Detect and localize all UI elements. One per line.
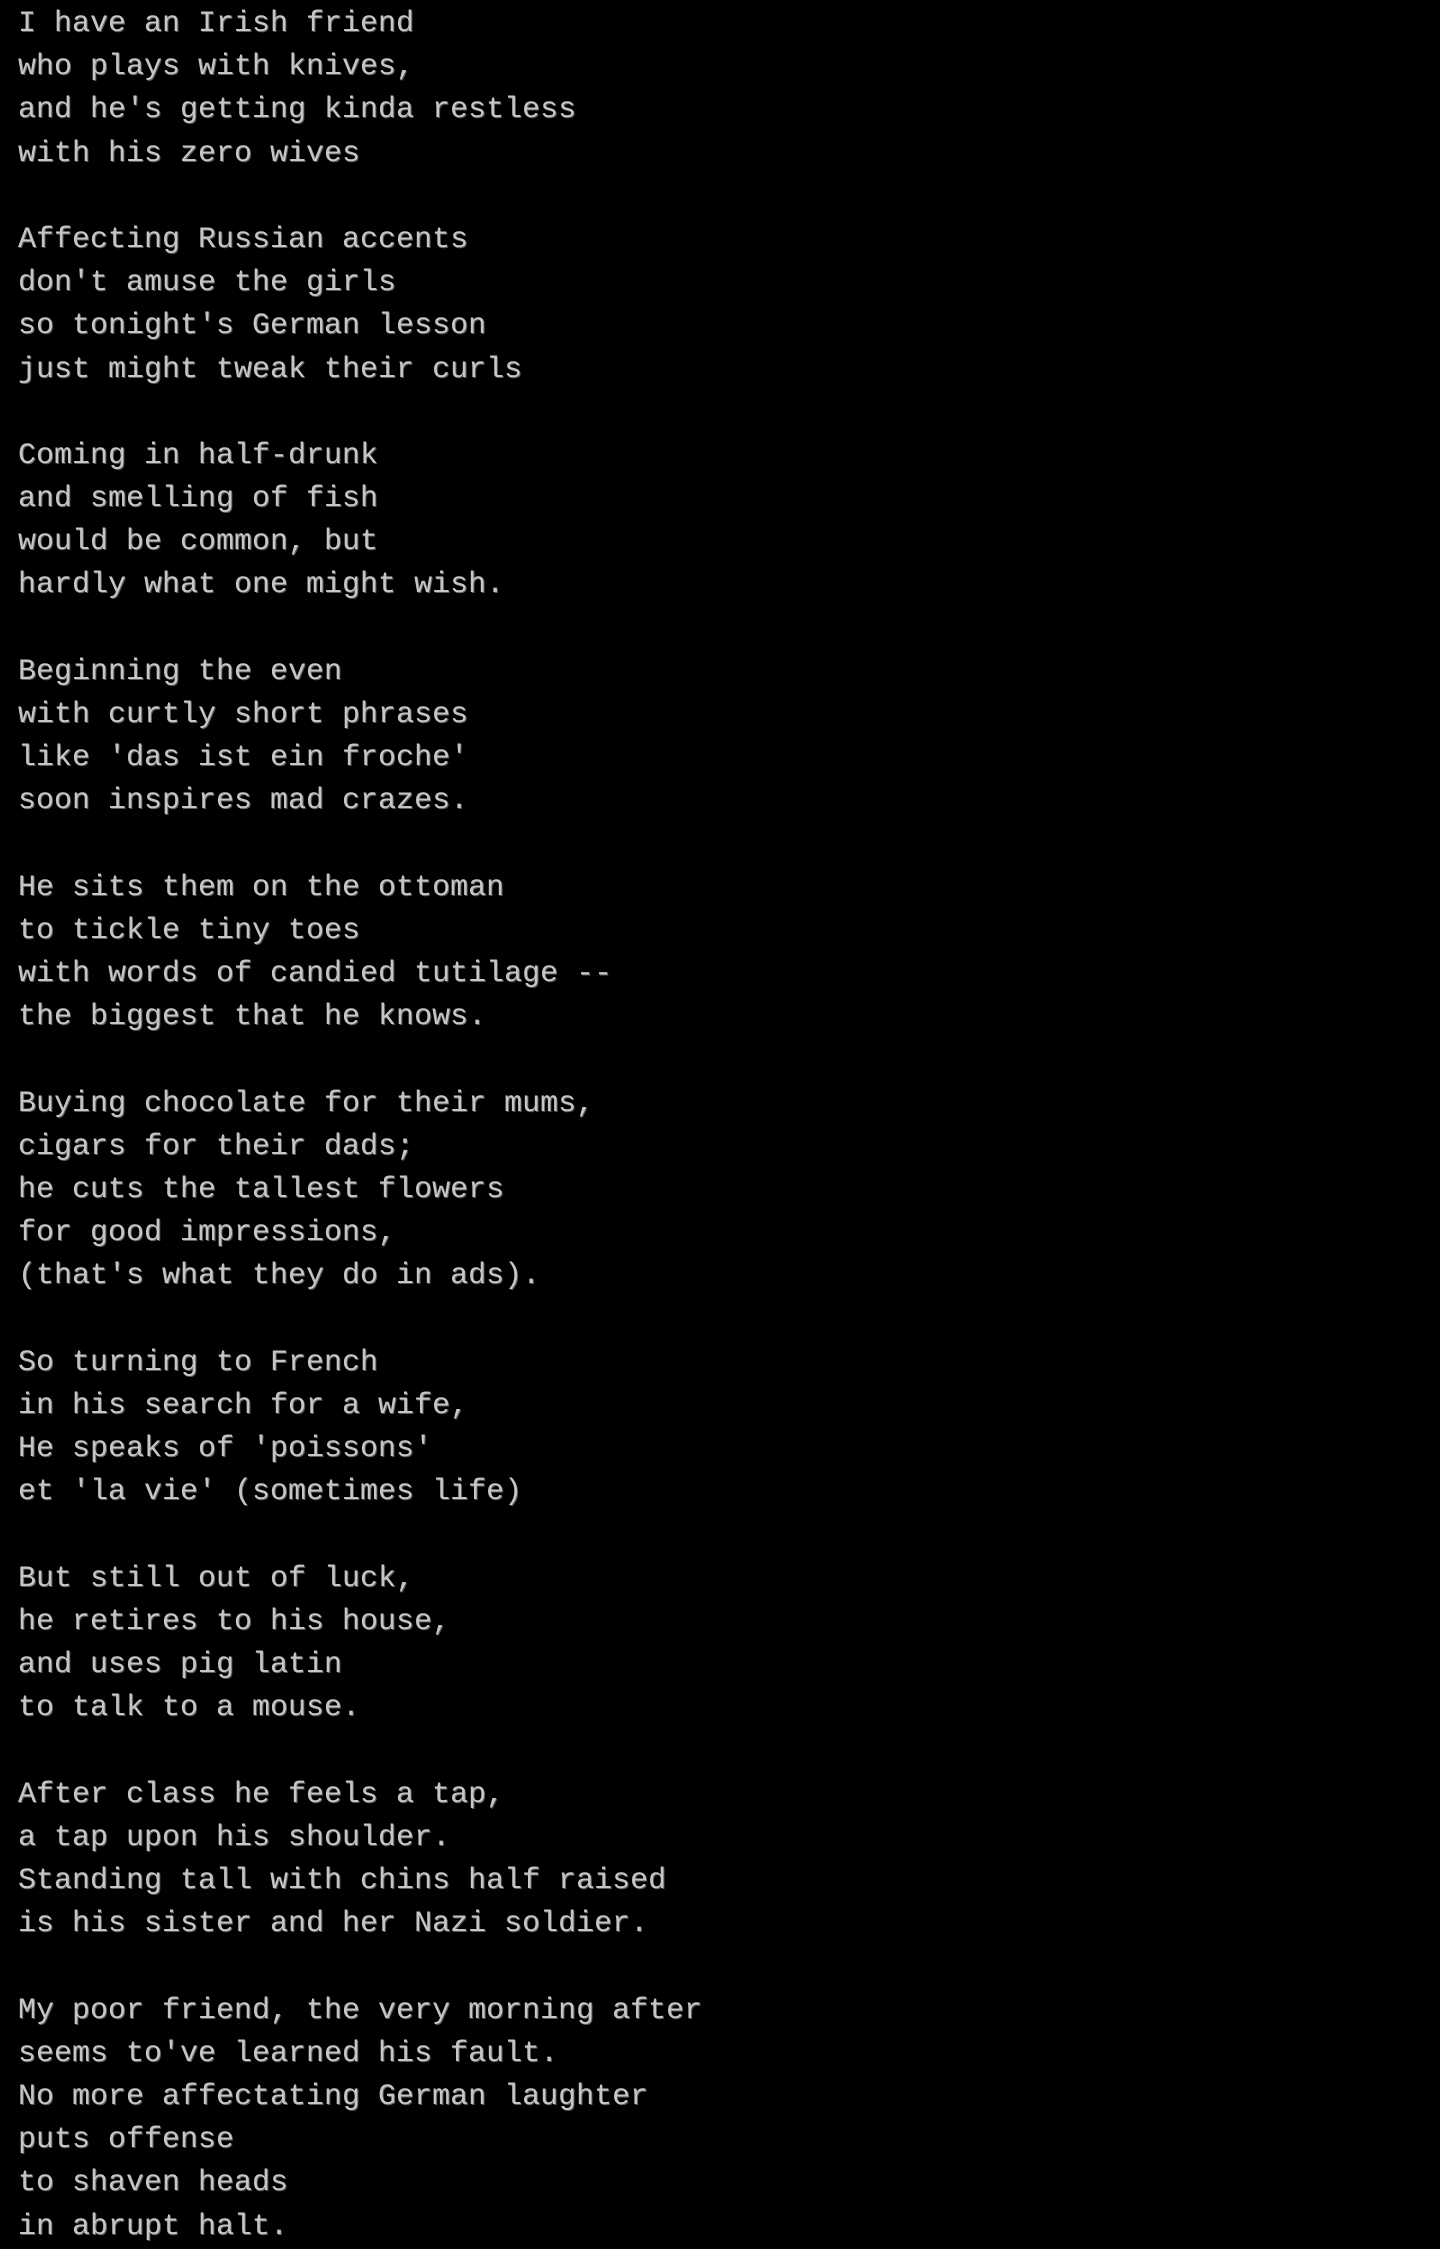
poem-line: and smelling of fish [18,482,379,517]
poem-line: in abrupt halt. [18,2209,289,2244]
poem-line: with his zero wives [18,136,361,171]
poem-stanza [18,1774,1440,1947]
poem-line: the biggest that he knows. [18,1000,487,1035]
poem-line: Buying chocolate for their mums, [18,1086,595,1121]
poem-line: he cuts the tallest flowers [18,1173,505,1208]
poem-line: just might tweak their curls [18,352,523,387]
poem-stanza [18,867,1440,1040]
poem-text [18,3,1440,2249]
poem-line: My poor friend, the very morning after [18,1993,703,2028]
poem-line: to talk to a mouse. [18,1691,361,1726]
poem-line: with curtly short phrases [18,698,469,732]
poem-line: But still out of luck, [18,1561,415,1596]
poem-stanza [18,435,1440,608]
poem-line: is his sister and her Nazi soldier. [18,1907,649,1942]
poem-line: He sits them on the ottoman [18,870,505,905]
poem-line: who plays with knives, [18,50,415,85]
poem-line: Beginning the even [18,654,343,689]
poem-line: puts offense [18,2123,235,2158]
poem-line: No more affectating German laughter [18,2080,649,2114]
poem-line: cigars for their dads; [18,1129,415,1164]
poem-line: and he's getting kinda restless [18,93,577,128]
poem-line: to tickle tiny toes [18,913,361,948]
poem-line: a tap upon his shoulder. [18,1820,451,1855]
poem-line: don't amuse the girls [18,266,397,301]
poem-line: Standing tall with chins half raised [18,1864,667,1899]
poem-line: (that's what they do in ads). [18,1259,541,1294]
poem-stanza [18,1342,1440,1515]
poem-line: Affecting Russian accents [18,222,469,257]
poem-line: I have an Irish friend [18,7,415,41]
poem-line: with words of candied tutilage -- [18,957,613,992]
poem-line: seems to've learned his fault. [18,2036,559,2071]
poem-line: so tonight's German lesson [18,309,487,344]
poem-line: he retires to his house, [18,1604,451,1639]
poem-line: soon inspires mad crazes. [18,784,469,819]
poem-line: to shaven heads [18,2166,289,2201]
poem-stanza [18,3,1440,176]
poem-line: in his search for a wife, [18,1389,469,1423]
poem-stanza [18,1558,1440,1731]
poem-line: for good impressions, [18,1216,397,1251]
poem-stanza [18,1990,1440,2249]
poem-line: hardly what one might wish. [18,568,505,603]
poem-line: Coming in half-drunk [18,438,379,473]
poem-line: and uses pig latin [18,1648,343,1683]
poem-line: would be common, but [18,525,379,560]
poem-line: So turning to French [18,1345,379,1380]
poem-line: like 'das ist ein froche' [18,741,469,776]
poem-stanza [18,651,1440,824]
poem-stanza [18,1083,1440,1299]
poem-line: He speaks of 'poissons' [18,1432,433,1467]
poem-stanza [18,219,1440,392]
poem-line: After class he feels a tap, [18,1777,505,1812]
poem-line: et 'la vie' (sometimes life) [18,1475,523,1510]
